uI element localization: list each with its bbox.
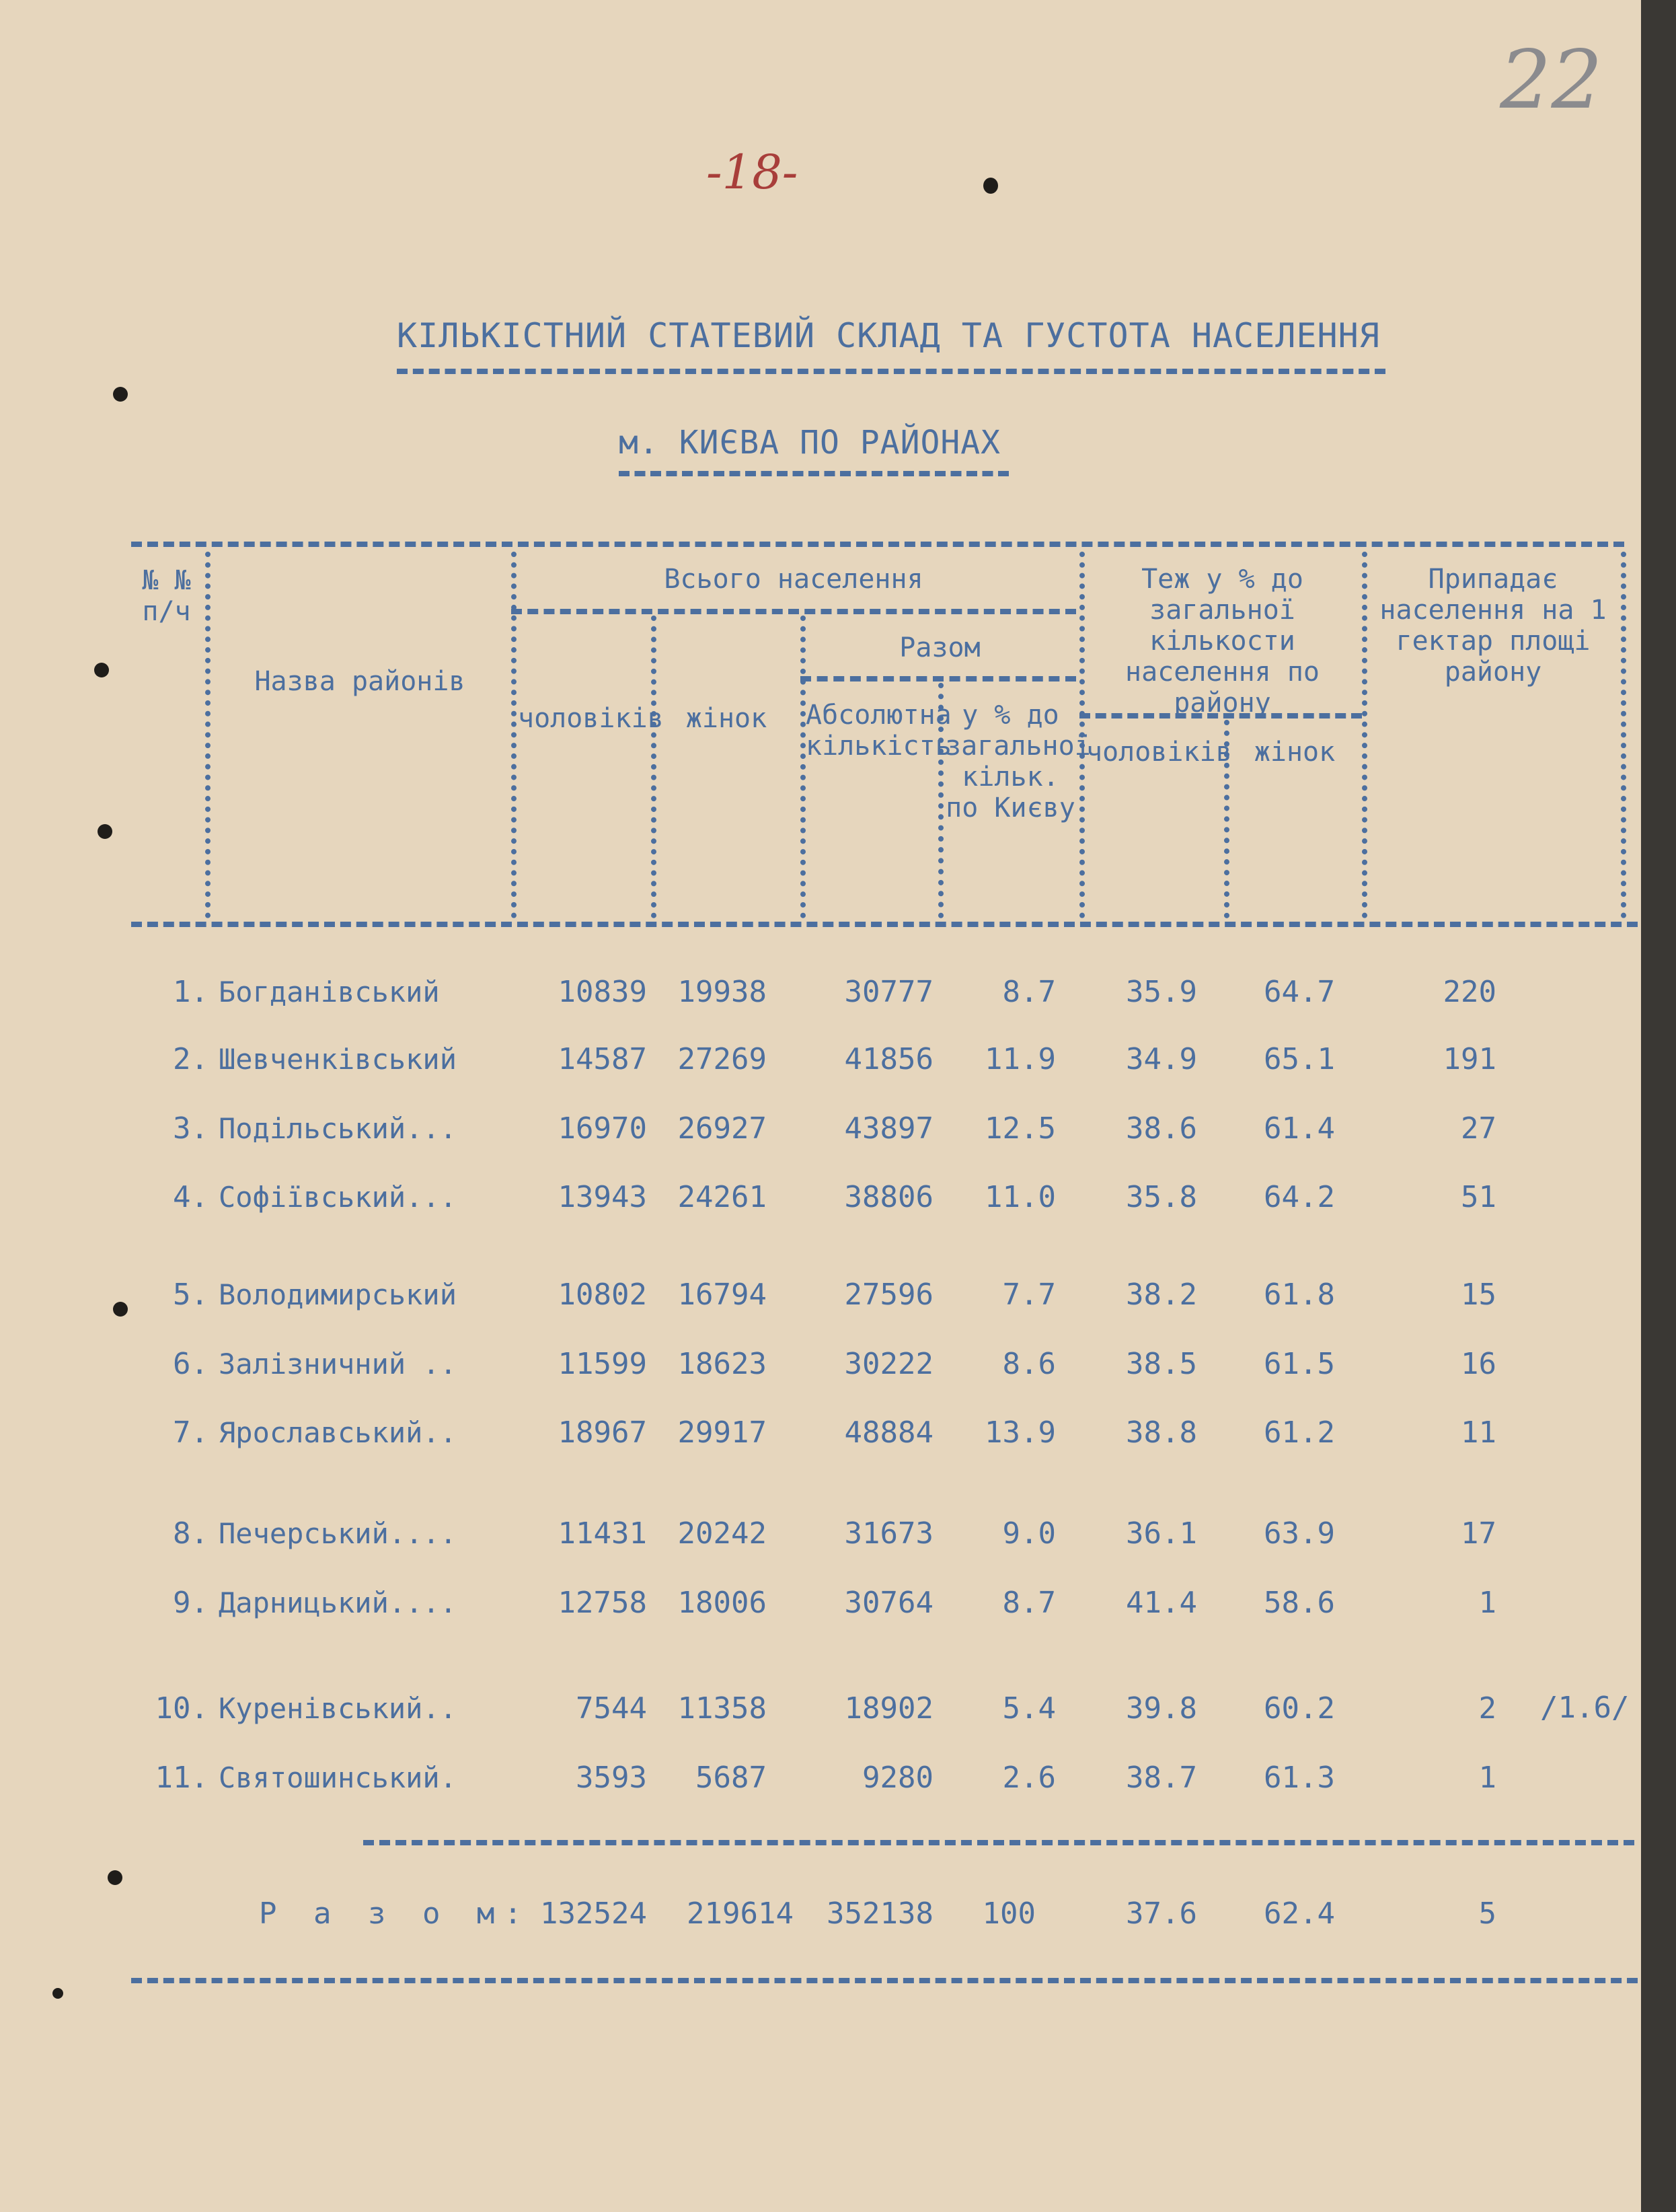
- district-name: Богданівський: [219, 975, 440, 1008]
- header-pct-city: у % до загальної кільк. по Києву: [945, 700, 1091, 823]
- men-count: 11599: [558, 1347, 647, 1381]
- density: 1: [1478, 1586, 1496, 1620]
- density: 11: [1461, 1415, 1496, 1450]
- density: 17: [1461, 1516, 1496, 1551]
- men-count: 3593: [576, 1761, 647, 1795]
- district-name: Шевченківський: [219, 1043, 457, 1076]
- absolute-count: 38806: [844, 1180, 934, 1214]
- total-pct-men: 37.6: [1126, 1896, 1197, 1931]
- row-number: 3.: [173, 1111, 208, 1146]
- pct-men: 41.4: [1126, 1586, 1197, 1620]
- absolute-count: 43897: [844, 1111, 934, 1146]
- women-count: 11358: [677, 1691, 767, 1726]
- men-count: 10802: [558, 1278, 647, 1312]
- pct-city: 8.6: [1002, 1347, 1056, 1381]
- column-divider: [205, 552, 211, 918]
- women-count: 27269: [677, 1042, 767, 1076]
- pct-women: 61.8: [1264, 1278, 1335, 1312]
- column-divider: [511, 552, 517, 918]
- pct-men: 34.9: [1126, 1042, 1197, 1076]
- men-count: 12758: [558, 1586, 647, 1620]
- header-district-name: Назва районів: [254, 666, 465, 697]
- row-number: 4.: [173, 1180, 208, 1214]
- pct-women: 58.6: [1264, 1586, 1335, 1620]
- header-total-population: Всього населення: [664, 564, 923, 595]
- density: 1: [1478, 1761, 1496, 1795]
- document-title: КІЛЬКІСТНИЙ СТАТЕВИЙ СКЛАД ТА ГУСТОТА НАСЕЛЕННЯ: [397, 316, 1380, 355]
- men-count: 14587: [558, 1042, 647, 1076]
- district-name: Подільський...: [219, 1112, 457, 1145]
- row-number: 11.: [155, 1761, 208, 1795]
- row-number: 9.: [173, 1586, 208, 1620]
- row-number: 5.: [173, 1278, 208, 1312]
- punch-hole: [113, 387, 128, 402]
- men-count: 7544: [576, 1691, 647, 1726]
- scan-background: [1641, 0, 1676, 2212]
- women-count: 18623: [677, 1347, 767, 1381]
- pct-city: 9.0: [1002, 1516, 1056, 1551]
- density: 220: [1443, 975, 1496, 1009]
- men-count: 13943: [558, 1180, 647, 1214]
- header-men: чоловіків: [518, 703, 664, 734]
- ink-dot: [983, 178, 998, 194]
- total-pct-city: 100: [982, 1896, 1036, 1931]
- column-divider: [651, 616, 656, 918]
- subtitle-underline: [619, 471, 1009, 476]
- pct-women: 61.5: [1264, 1347, 1335, 1381]
- women-count: 5687: [695, 1761, 767, 1795]
- column-divider: [800, 616, 806, 918]
- women-count: 18006: [677, 1586, 767, 1620]
- women-count: 16794: [677, 1278, 767, 1312]
- archive-number: 22: [1500, 34, 1603, 127]
- pct-city: 12.5: [985, 1111, 1056, 1146]
- density: 27: [1461, 1111, 1496, 1146]
- total-density: 5: [1478, 1896, 1496, 1931]
- punch-hole: [113, 1302, 128, 1317]
- density: 2: [1478, 1691, 1496, 1726]
- page-marker: -18-: [706, 145, 798, 200]
- absolute-count: 9280: [862, 1761, 934, 1795]
- document-subtitle: м. КИЄВА ПО РАЙОНАХ: [619, 424, 1001, 462]
- row-number: 8.: [173, 1516, 208, 1551]
- pct-women: 64.7: [1264, 975, 1335, 1009]
- total-men: 132524: [540, 1896, 647, 1931]
- row-number: 6.: [173, 1347, 208, 1381]
- pct-city: 7.7: [1002, 1278, 1056, 1312]
- district-name: Залізничний ..: [219, 1348, 457, 1380]
- absolute-count: 31673: [844, 1516, 934, 1551]
- total-label: Р а з о м:: [259, 1896, 531, 1931]
- pct-women: 65.1: [1264, 1042, 1335, 1076]
- men-count: 18967: [558, 1415, 647, 1450]
- pct-city: 13.9: [985, 1415, 1056, 1450]
- table-bottom-border: [131, 1978, 1638, 1983]
- pct-city: 11.9: [985, 1042, 1056, 1076]
- absolute-count: 48884: [844, 1415, 934, 1450]
- total-pct-women: 62.4: [1264, 1896, 1335, 1931]
- header-number: № № п/ч: [142, 565, 191, 627]
- absolute-count: 30222: [844, 1347, 934, 1381]
- men-count: 11431: [558, 1516, 647, 1551]
- men-count: 16970: [558, 1111, 647, 1146]
- pct-women: 64.2: [1264, 1180, 1335, 1214]
- absolute-count: 41856: [844, 1042, 934, 1076]
- row-number: 7.: [173, 1415, 208, 1450]
- punch-hole: [52, 1988, 63, 1999]
- margin-note: /1.6/: [1540, 1691, 1630, 1725]
- density: 191: [1443, 1042, 1496, 1076]
- table-top-border: [131, 542, 1624, 547]
- total-top-border: [363, 1840, 1634, 1845]
- pct-men: 36.1: [1126, 1516, 1197, 1551]
- absolute-count: 18902: [844, 1691, 934, 1726]
- row-number: 2.: [173, 1042, 208, 1076]
- district-name: Куренівський..: [219, 1692, 457, 1725]
- absolute-count: 27596: [844, 1278, 934, 1312]
- punch-hole: [108, 1870, 122, 1885]
- header-together: Разом: [899, 632, 981, 663]
- district-name: Святошинський.: [219, 1761, 457, 1794]
- men-count: 10839: [558, 975, 647, 1009]
- pct-men: 38.6: [1126, 1111, 1197, 1146]
- title-underline: [397, 369, 1385, 374]
- pct-women: 61.4: [1264, 1111, 1335, 1146]
- pct-men: 35.9: [1126, 975, 1197, 1009]
- header-density: Припадає населення на 1 гектар площі району: [1379, 564, 1607, 688]
- header-sub-border: [800, 676, 1076, 681]
- district-name: Володимирський: [219, 1278, 457, 1311]
- header-pct-group: Теж у % до загальної кількости населення по району: [1125, 564, 1320, 718]
- header-pct-women: жінок: [1254, 737, 1336, 768]
- pct-men: 38.8: [1126, 1415, 1197, 1450]
- district-name: Дарницький....: [219, 1586, 457, 1619]
- punch-hole: [94, 663, 109, 677]
- header-pct-men: чоловіків: [1086, 737, 1232, 768]
- pct-men: 38.2: [1126, 1278, 1197, 1312]
- pct-city: 8.7: [1002, 1586, 1056, 1620]
- header-women: жінок: [685, 703, 767, 734]
- pct-men: 38.7: [1126, 1761, 1197, 1795]
- header-sub-border: [511, 609, 1076, 614]
- pct-men: 39.8: [1126, 1691, 1197, 1726]
- district-name: Печерський....: [219, 1517, 457, 1550]
- column-divider: [1621, 552, 1626, 918]
- row-number: 10.: [155, 1691, 208, 1726]
- women-count: 24261: [677, 1180, 767, 1214]
- pct-women: 61.3: [1264, 1761, 1335, 1795]
- pct-women: 63.9: [1264, 1516, 1335, 1551]
- pct-women: 61.2: [1264, 1415, 1335, 1450]
- women-count: 20242: [677, 1516, 767, 1551]
- total-women: 219614: [687, 1896, 794, 1931]
- total-absolute: 352138: [827, 1896, 934, 1931]
- pct-city: 5.4: [1002, 1691, 1056, 1726]
- row-number: 1.: [173, 975, 208, 1009]
- density: 16: [1461, 1347, 1496, 1381]
- absolute-count: 30764: [844, 1586, 934, 1620]
- women-count: 29917: [677, 1415, 767, 1450]
- pct-city: 11.0: [985, 1180, 1056, 1214]
- header-absolute: Абсолютна кількість: [806, 700, 952, 762]
- pct-men: 35.8: [1126, 1180, 1197, 1214]
- district-name: Софіївський...: [219, 1181, 457, 1214]
- punch-hole: [98, 824, 112, 839]
- density: 15: [1461, 1278, 1496, 1312]
- pct-city: 8.7: [1002, 975, 1056, 1009]
- column-divider: [1362, 552, 1367, 918]
- density: 51: [1461, 1180, 1496, 1214]
- pct-men: 38.5: [1126, 1347, 1197, 1381]
- header-bottom-border: [131, 922, 1638, 927]
- absolute-count: 30777: [844, 975, 934, 1009]
- pct-women: 60.2: [1264, 1691, 1335, 1726]
- women-count: 19938: [677, 975, 767, 1009]
- women-count: 26927: [677, 1111, 767, 1146]
- pct-city: 2.6: [1002, 1761, 1056, 1795]
- district-name: Ярославський..: [219, 1416, 457, 1449]
